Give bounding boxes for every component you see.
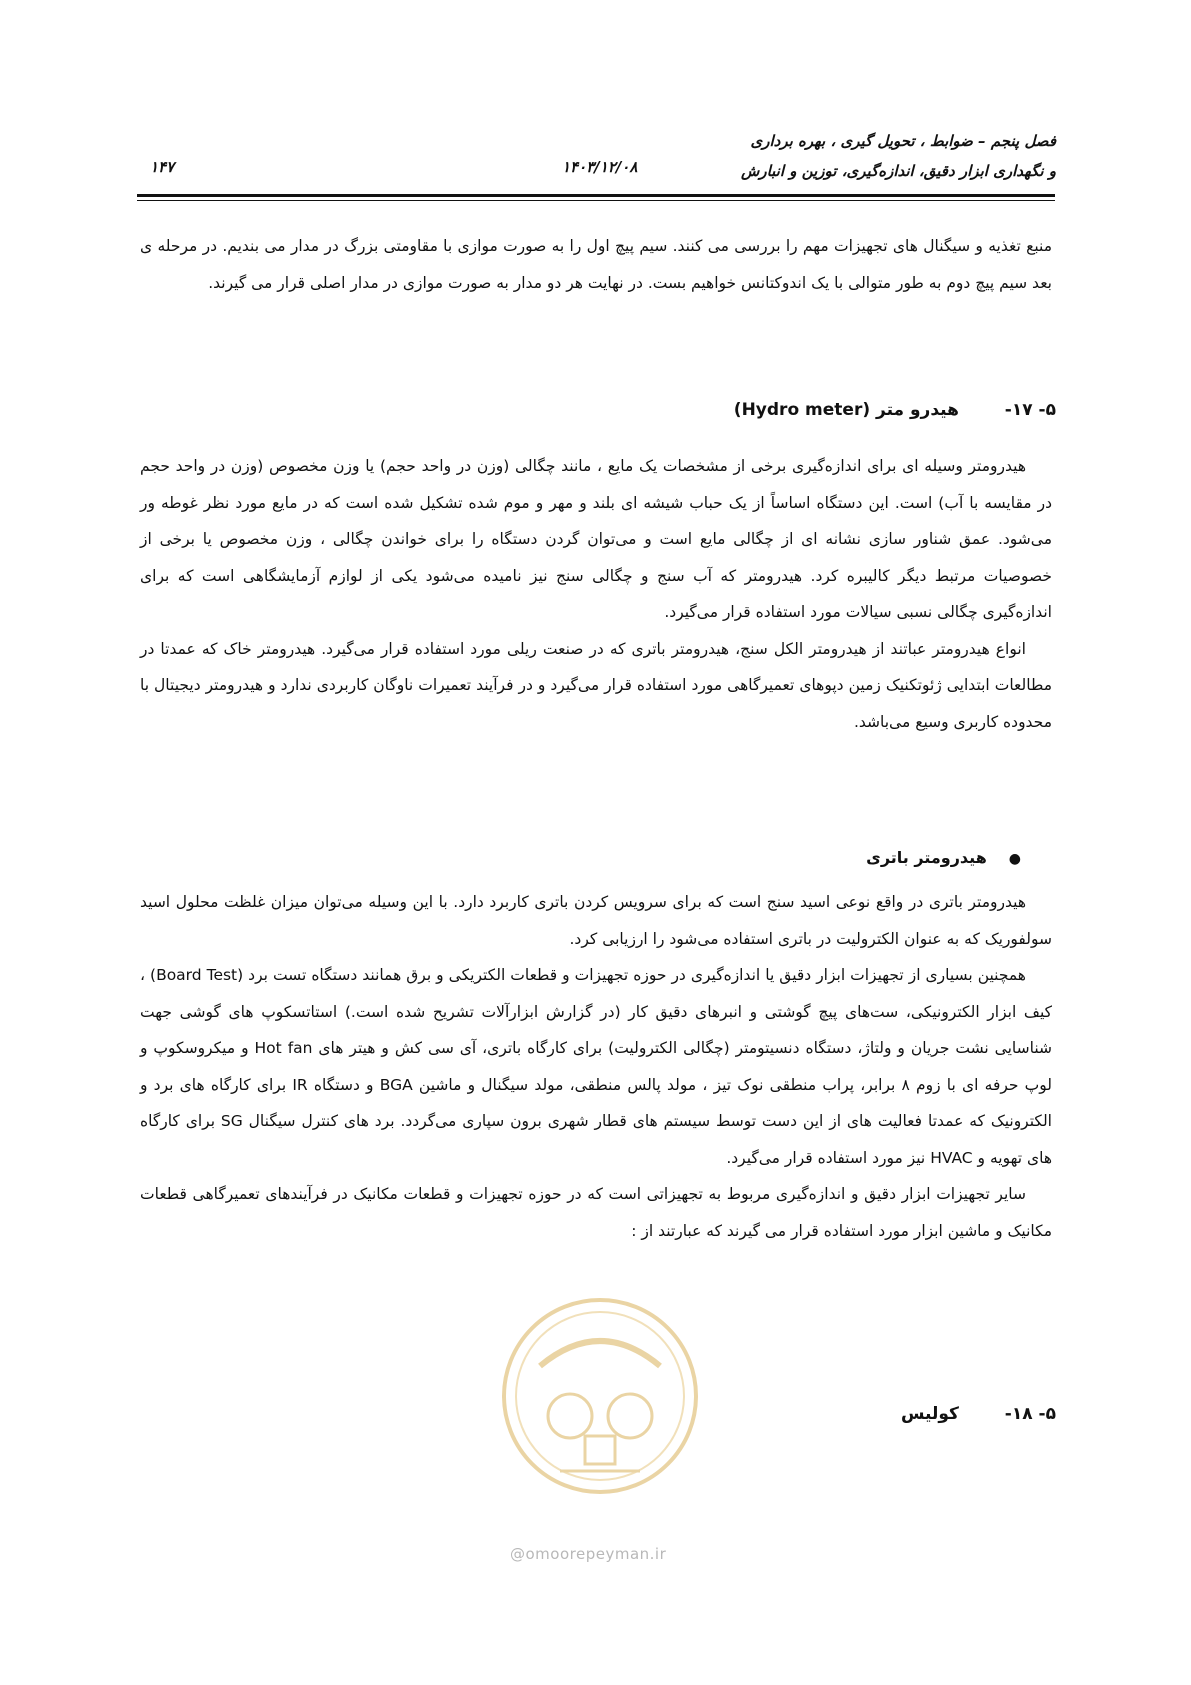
watermark-url-text: omoorepeyman.ir bbox=[525, 1545, 667, 1563]
mechanical-instruments-paragraph: سایر تجهیزات ابزار دقیق و اندازه‌گیری مربوط به تجهیزاتی است که در حوزه تجهیزات و قطعات مکانیک در فرآیندهای تعمیرگاهی قطعات مکانیک و ماشین ابزار مورد استفاده قرار می گیرند که عبارتند از : bbox=[140, 1185, 1052, 1240]
section-17-title: هیدرو متر (Hydro meter) bbox=[733, 400, 959, 420]
chapter-title-line1: فصل پنجم – ضوابط ، تحویل گیری ، بهره برداری bbox=[750, 132, 1056, 150]
header-rule-thick bbox=[137, 194, 1055, 197]
bullet-title: هیدرومتر باتری bbox=[866, 848, 987, 867]
hydrometer-types-paragraph: انواع هیدرومتر عباتند از هیدرومتر الکل سنج، هیدرومتر باتری که در صنعت ریلی مورد استفاده قرار می‌گیرد. هیدرومتر خاک که عمدتا در مطالعات ابتدایی ژئوتکنیک زمین دپوهای تعمیرگاهی مورد استفاده قرار می‌گیرد و در فرآیند تعمیرات ناوگان کاربردی ندارد و هیدرومتر دیجیتال با محدوده کاربری وسیع می‌باشد. bbox=[140, 639, 1052, 731]
bullet-icon: ● bbox=[1008, 851, 1021, 867]
battery-hydrometer-paragraph: هیدرومتر باتری در واقع نوعی اسید سنج است که برای سرویس کردن باتری کاربرد دارد. با این وسیله می‌توان میزان غلظت محلول اسید سولفوریک که به عنوان الکترولیت در باتری استفاده می‌شود را ارزیابی کرد. bbox=[140, 893, 1052, 948]
intro-paragraph: منبع تغذیه و سیگنال های تجهیزات مهم را بررسی می کنند. سیم پیچ اول را به صورت موازی با مقاومتی بزرگ در مدار می بندیم. در مرحله ی بعد سیم پیچ دوم به طور متوالی با یک اندوکتانس خواهیم بست. در نهایت هر دو مدار به صورت موازی در مدار اصلی قرار می گیرند. bbox=[140, 237, 1052, 292]
electrical-instruments-paragraph: همچنین بسیاری از تجهیزات ابزار دقیق یا اندازه‌گیری در حوزه تجهیزات و قطعات الکتریکی و برق همانند دستگاه تست برد (Board Test) ، کیف ابزار الکترونیکی، ست‌های پیچ گوشتی و انبرهای دقیق کار (در گزارش ابزارآلات تشریح شده است.) استاتسکوپ های گوشی جهت شناسایی نشت جریان و ولتاژ، دستگاه دنسیتومتر (چگالی الکترولیت) برای کارگاه باتری، آی سی کش و هیتر های Hot fan و میکروسکوپ و لوپ حرفه ای با زوم ۸ برابر، پراب منطقی نوک تیز ، مولد پالس منطقی، مولد سیگنال و ماشین BGA و دستگاه IR برای کارگاه های برد و الکترونیک که عمدتا فعالیت های از این دست توسط سیستم های قطار شهری برون سپاری می‌گردد. برد های کنترل سیگنال SG برای کارگاه های تهویه و HVAC نیز مورد استفاده قرار می‌گیرد. bbox=[140, 966, 1052, 1167]
page-number: ۱۴۷ bbox=[150, 158, 175, 176]
section-17-number: ۵- ۱۷- bbox=[1004, 400, 1056, 420]
header-rule-thin bbox=[137, 200, 1055, 201]
chapter-header bbox=[741, 126, 1056, 186]
battery-hydrometer-bullet bbox=[866, 848, 1021, 867]
hydrometer-definition-paragraph: هیدرومتر وسیله ای برای اندازه‌گیری برخی از مشخصات یک مایع ، مانند چگالی (وزن در واحد حجم) یا وزن مخصوص (وزن در واحد حجم در مقایسه با آب) است. این دستگاه اساساً از یک حباب شیشه ای بلند و مهر و موم شده تشکیل شده است که در مایع مورد نظر غوطه ور می‌شود. عمق شناور سازی نشانه ای از چگالی مایع است و می‌توان گردن دستگاه را برای خواندن چگالی ، وزن مخصوص یا برخی از خصوصیات مرتبط دیگر کالیبره کرد. هیدرومتر که آب سنج و چگالی سنج نیز نامیده می‌شود یکی از لوازم آزمایشگاهی است که برای اندازه‌گیری چگالی نسبی سیالات مورد استفاده قرار می‌گیرد. bbox=[140, 457, 1052, 621]
intro-paragraph-block bbox=[140, 228, 1052, 301]
section-18-number: ۵- ۱۸- bbox=[1004, 1404, 1056, 1424]
at-icon: @ bbox=[510, 1545, 526, 1563]
section-17-heading bbox=[734, 400, 1056, 420]
watermark-url bbox=[510, 1545, 666, 1563]
section-17-body bbox=[140, 448, 1052, 740]
section-18-title: کولیس bbox=[900, 1404, 959, 1424]
watermark-logo bbox=[490, 1286, 710, 1536]
chapter-title-line2: و نگهداری ابزار دقیق، اندازه‌گیری، توزین و انبارش bbox=[741, 162, 1056, 180]
section-17-body-continued bbox=[140, 884, 1052, 1249]
header-date: ۱۴۰۳/۱۲/۰۸ bbox=[562, 158, 638, 176]
section-18-heading bbox=[901, 1404, 1056, 1424]
